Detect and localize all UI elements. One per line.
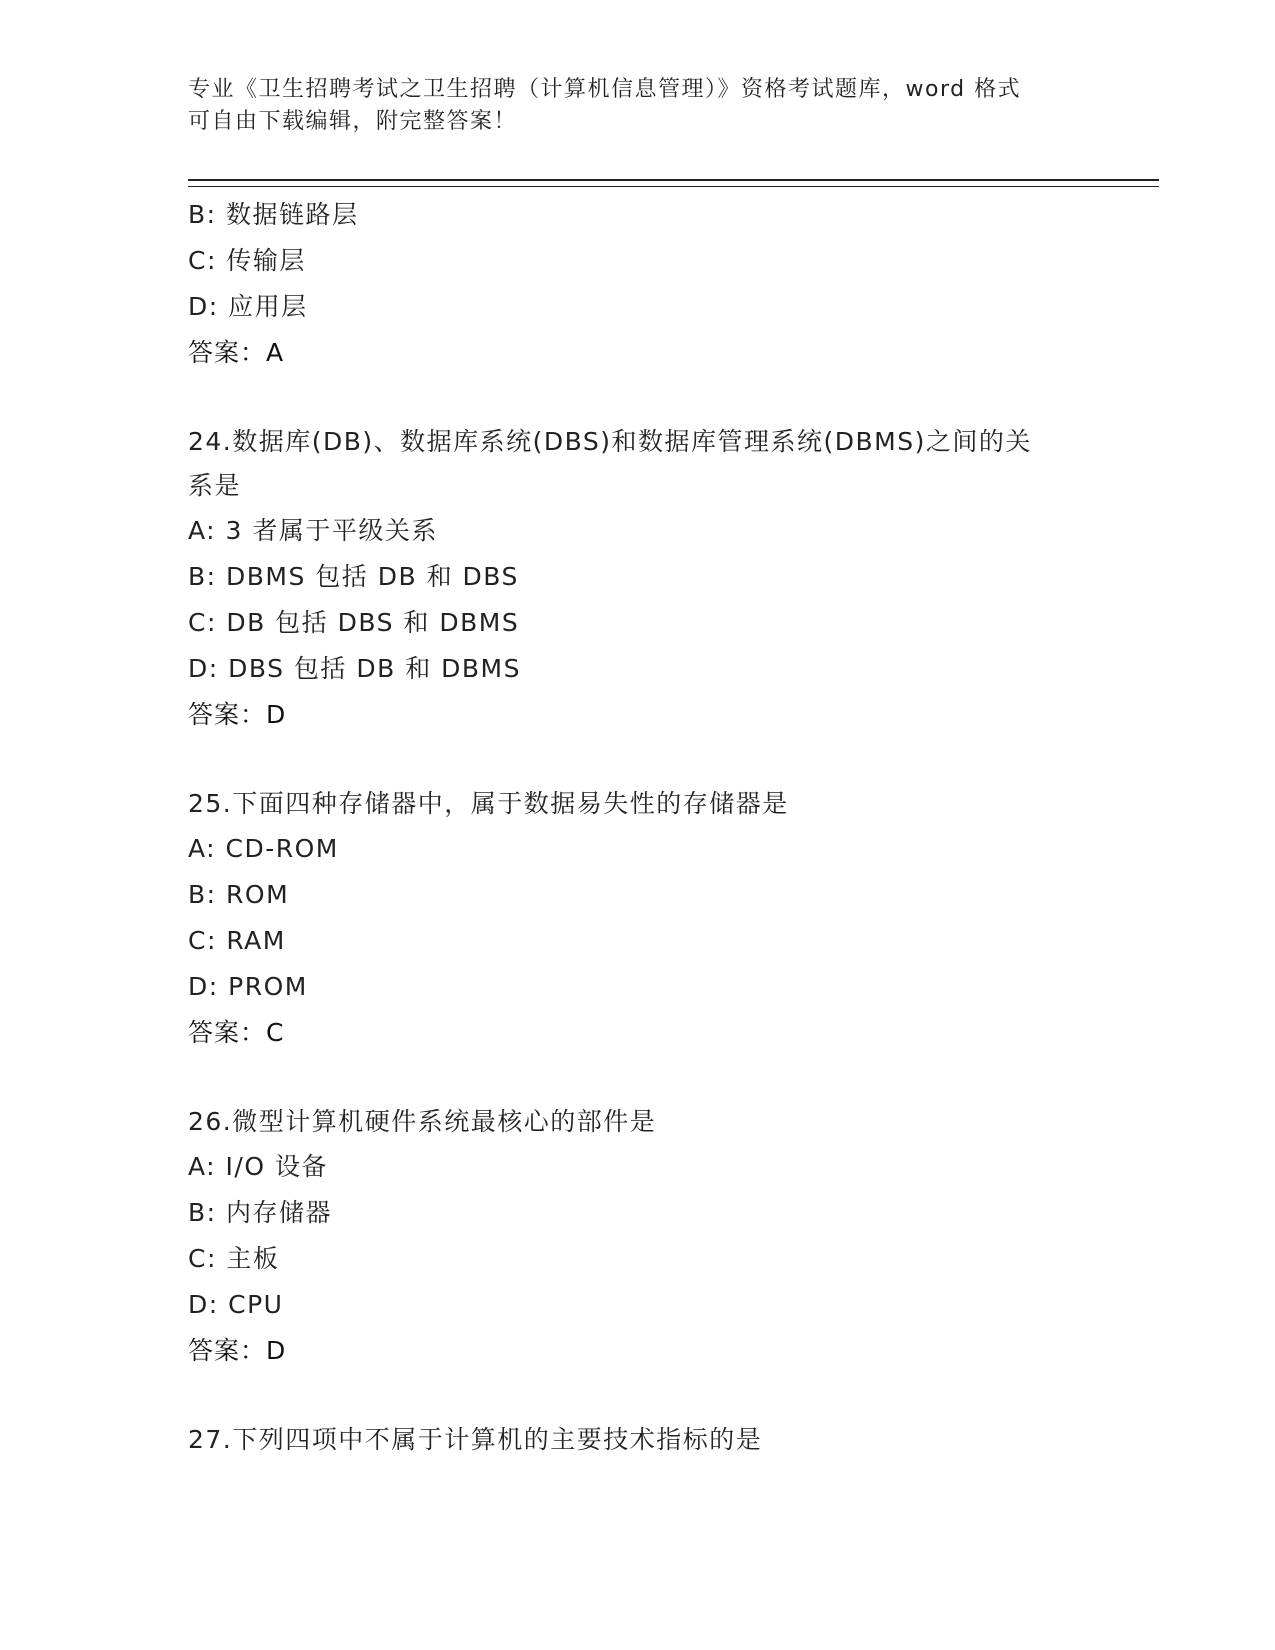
answer-line: 答案：D xyxy=(188,1336,287,1365)
option-a: A: 3 者属于平级关系 xyxy=(188,516,438,545)
option-b: B: DBMS 包括 DB 和 DBS xyxy=(188,562,519,591)
option-d: D: CPU xyxy=(188,1290,284,1319)
option-b: B: 内存储器 xyxy=(188,1198,333,1227)
question-text-line-2: 系是 xyxy=(188,471,242,500)
option-c: C: RAM xyxy=(188,926,286,955)
question-list xyxy=(188,192,1088,1462)
answer-line: 答案：C xyxy=(188,1018,285,1047)
question-block-27 xyxy=(188,1418,1088,1462)
question-text: 27.下列四项中不属于计算机的主要技术指标的是 xyxy=(188,1425,763,1454)
option-d: D: PROM xyxy=(188,972,308,1001)
question-text: 26.微型计算机硬件系统最核心的部件是 xyxy=(188,1107,657,1136)
question-block-25 xyxy=(188,782,1088,1056)
document-header xyxy=(188,74,1088,138)
option-a: A: I/O 设备 xyxy=(188,1152,328,1181)
question-block-24 xyxy=(188,420,1088,738)
question-block-26 xyxy=(188,1100,1088,1374)
header-line-2: 可自由下载编辑，附完整答案！ xyxy=(188,109,518,134)
option-d: D: 应用层 xyxy=(188,292,308,321)
answer-line: 答案：D xyxy=(188,700,287,729)
header-divider xyxy=(188,179,1159,187)
option-a: A: CD-ROM xyxy=(188,834,339,863)
question-text-line-1: 24.数据库(DB)、数据库系统(DBS)和数据库管理系统(DBMS)之间的关 xyxy=(188,427,1032,456)
option-b: B: ROM xyxy=(188,880,290,909)
option-b: B: 数据链路层 xyxy=(188,200,359,229)
option-c: C: 传输层 xyxy=(188,246,306,275)
header-line-1: 专业《卫生招聘考试之卫生招聘（计算机信息管理）》资格考试题库，word 格式 xyxy=(188,77,1022,102)
answer-line: 答案：A xyxy=(188,338,285,367)
option-c: C: 主板 xyxy=(188,1244,280,1273)
option-c: C: DB 包括 DBS 和 DBMS xyxy=(188,608,520,637)
question-block-23 xyxy=(188,192,1088,376)
question-text xyxy=(188,420,1068,508)
question-text: 25.下面四种存储器中，属于数据易失性的存储器是 xyxy=(188,789,789,818)
option-d: D: DBS 包括 DB 和 DBMS xyxy=(188,654,521,683)
